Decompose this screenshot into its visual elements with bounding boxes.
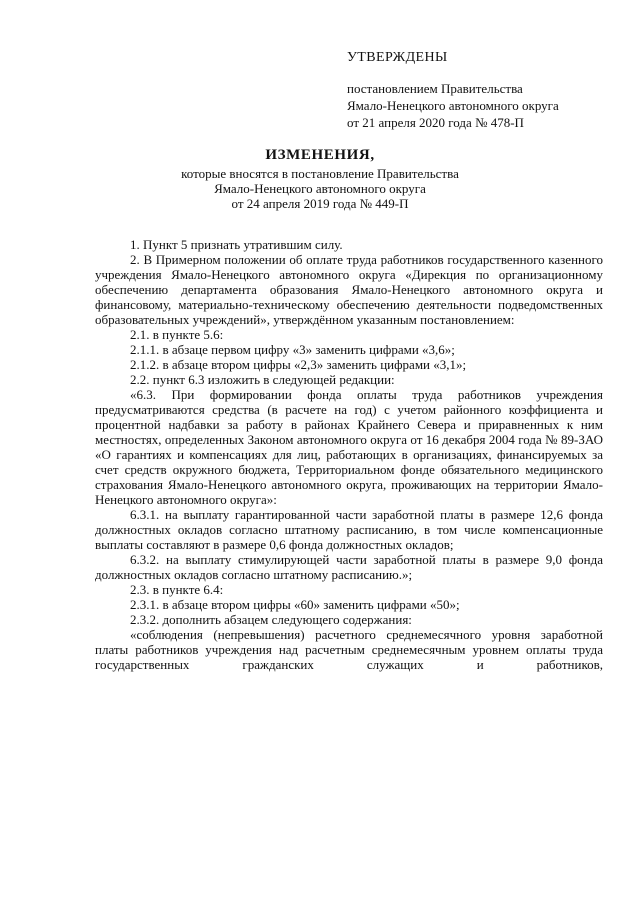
approval-line: Ямало-Ненецкого автономного округа: [347, 98, 559, 113]
paragraph: 2. В Примерном положении об оплате труда работников государственного казенного учреждения Ямало-Ненецкого автономного округа «Дирекция по организационному обеспечению департамента образования Ямало-Ненецкого автономного округа и финансовому, материально-техническому обеспечению деятельности подведомственных образовательных учреждений», утверждённом указанным постановлением:: [95, 252, 603, 327]
document-subtitle: [30, 166, 610, 211]
paragraph: 2.1. в пункте 5.6:: [130, 327, 224, 342]
approval-heading: УТВЕРЖДЕНЫ: [347, 50, 448, 65]
paragraph: 2.3.2. дополнить абзацем следующего содержания:: [130, 612, 412, 627]
subtitle-line: которые вносятся в постановление Правительства: [181, 166, 459, 181]
paragraph: 6.3.1. на выплату гарантированной части заработной платы в размере 12,6 фонда должностных окладов согласно штатному расписанию, в том числе компенсационные выплаты составляют в размере 0,6 фонда должностных окладов;: [95, 507, 603, 552]
paragraph: «соблюдения (непревышения) расчетного среднемесячного уровня заработной платы работников учреждения над расчетным среднемесячным уровнем оплаты труда государственных гражданских служащих и работников,: [95, 627, 603, 672]
subtitle-line: от 24 апреля 2019 года № 449-П: [231, 196, 409, 211]
approval-line: постановлением Правительства: [347, 81, 523, 96]
paragraph: 2.1.1. в абзаце первом цифру «3» заменить цифрами «3,6»;: [130, 342, 455, 357]
paragraph: 2.2. пункт 6.3 изложить в следующей редакции:: [130, 372, 395, 387]
approval-line: от 21 апреля 2020 года № 478-П: [347, 115, 524, 130]
subtitle-line: Ямало-Ненецкого автономного округа: [214, 181, 426, 196]
paragraph: 6.3.2. на выплату стимулирующей части заработной платы в размере 9,0 фонда должностных окладов согласно штатному расписанию.»;: [95, 552, 603, 582]
document-title: ИЗМЕНЕНИЯ,: [265, 147, 375, 163]
paragraph: 1. Пункт 5 признать утратившим силу.: [130, 237, 343, 252]
approval-block: [347, 80, 617, 131]
paragraph: 2.3.1. в абзаце втором цифры «60» заменить цифрами «50»;: [130, 597, 460, 612]
paragraph: 2.3. в пункте 6.4:: [130, 582, 224, 597]
paragraph: 2.1.2. в абзаце втором цифры «2,3» заменить цифрами «3,1»;: [130, 357, 467, 372]
document-body: [95, 237, 603, 672]
paragraph: «6.3. При формировании фонда оплаты труда работников учреждения предусматриваются средства (в расчете на год) с учетом районного коэффициента и процентной надбавки за работу в районах Крайнего Севера и приравненных к ним местностях, определенных Законом автономного округа от 16 декабря 2004 года № 89-ЗАО «О гарантиях и компенсациях для лиц, работающих в организациях, финансируемых за счет средств окружного бюджета, Территориальном фонде обязательного медицинского страхования Ямало-Ненецкого автономного округа, проживающих на территории Ямало-Ненецкого автономного округа»:: [95, 387, 603, 507]
